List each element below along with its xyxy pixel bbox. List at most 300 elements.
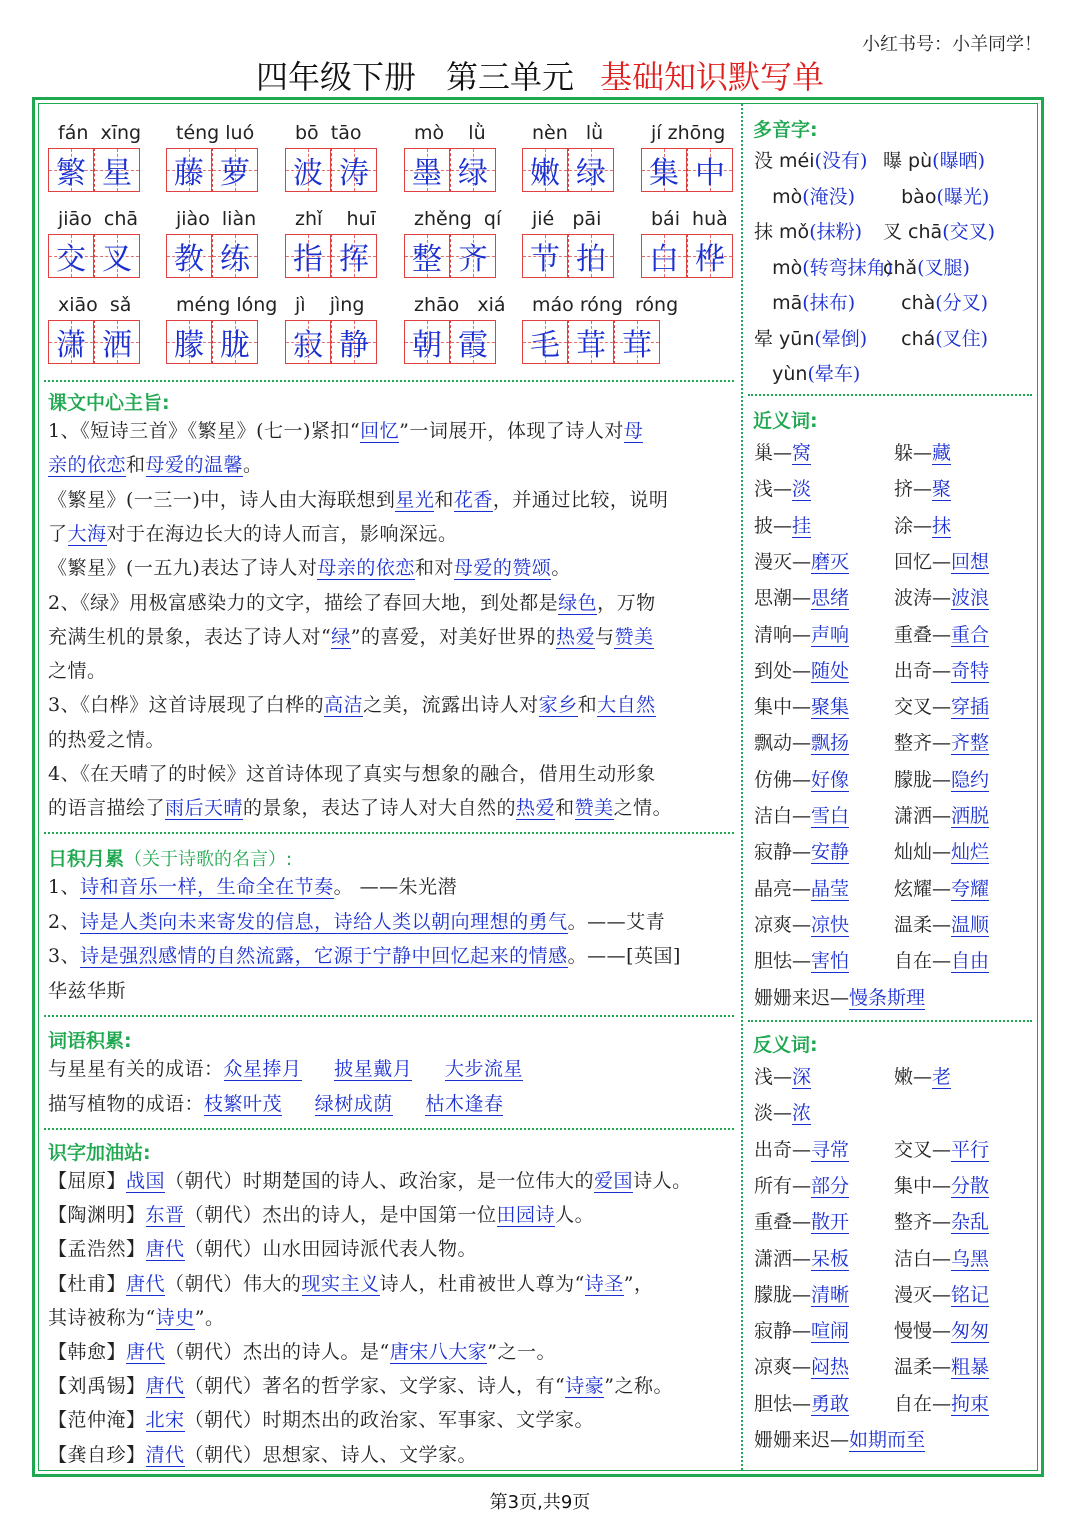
char-cell (212, 320, 258, 364)
pair-dash: — (932, 805, 952, 827)
pair-word: 洁白 (894, 1247, 933, 1270)
char-cell (568, 234, 614, 278)
char-text: 朝 (412, 328, 442, 363)
pair-dash: — (773, 478, 793, 501)
pair-dash: — (932, 841, 952, 864)
polyphone-char (883, 292, 901, 314)
polyphone-pinyin: méi (779, 150, 815, 172)
polyphone-entry (883, 182, 989, 209)
char-cell (687, 234, 733, 278)
polyphone-char: 叉 (883, 221, 909, 243)
char-cell (568, 320, 614, 364)
text-line (48, 874, 457, 900)
text-segment: 【韩愈】 (48, 1341, 127, 1363)
word-pinyin: jié pāi (532, 208, 602, 230)
pair-answer: 散开 (811, 1211, 850, 1234)
answer-underlined: 唐代 (145, 1238, 185, 1261)
polyphone-pinyin: mā (772, 292, 803, 314)
pair-dash: — (773, 1102, 793, 1125)
pair-answer: 喧闹 (811, 1320, 850, 1343)
polyphone-word: (交叉) (942, 221, 996, 243)
synonym-pair (754, 656, 849, 683)
answer-underlined: 高洁 (324, 694, 364, 717)
text-segment: 对于在海边长大的诗人而言，影响深远。 (106, 522, 458, 545)
text-line (48, 1056, 523, 1082)
pair-word: 凉爽 (754, 1356, 793, 1379)
answer-underlined: 诗和音乐一样，生命全在节奏 (80, 876, 334, 898)
text-segment: 的语言描绘了 (48, 797, 166, 820)
pair-word: 整齐 (894, 732, 933, 755)
polyphone-char (754, 186, 772, 208)
pair-word: 挤 (894, 478, 914, 501)
pair-word: 交叉 (894, 696, 933, 719)
text-segment (302, 1058, 335, 1080)
pair-word: 自在 (894, 1392, 933, 1415)
synonym-pair (894, 511, 951, 538)
char-cell (522, 320, 568, 364)
pair-dash: — (932, 696, 952, 719)
answer-underlined: 枯木逢春 (425, 1093, 504, 1115)
pair-answer: 齐整 (951, 732, 990, 755)
pair-dash: — (792, 550, 812, 573)
text-segment: 2、 (48, 910, 81, 933)
title-unit: 第三单元 (445, 58, 574, 96)
daily-title: 日积月累 (48, 848, 125, 870)
synonym-pair (894, 801, 989, 828)
pair-word: 巢 (754, 442, 774, 464)
pair-dash: — (932, 1283, 952, 1306)
section-title-vocab: 词语积累: (48, 1030, 132, 1052)
pair-answer: 寻常 (811, 1138, 850, 1161)
polyphone-char (883, 328, 901, 350)
pair-dash: — (932, 768, 952, 791)
polyphone-pinyin: chǎ (883, 256, 918, 279)
pair-dash: — (792, 696, 812, 719)
char-cell (94, 320, 140, 364)
answer-underlined: 亲的依恋 (48, 454, 127, 477)
answer-underlined: 战国 (126, 1170, 166, 1192)
char-text: 茸 (622, 328, 652, 363)
text-line (48, 795, 672, 821)
char-cell (404, 148, 450, 192)
polyphone-pinyin: yūn (779, 327, 815, 350)
text-segment: （朝代）著名的哲学家、文学家、诗人，有“ (184, 1375, 566, 1398)
word-char-grid (166, 148, 258, 192)
text-segment: 。——[英国] (567, 945, 681, 967)
word-pinyin: jì jìng (295, 294, 365, 316)
pair-answer: 雪白 (811, 805, 850, 827)
antonym-pair (894, 1280, 989, 1307)
pair-word: 涂 (894, 514, 914, 537)
text-segment: ”一词展开，体现了诗人对 (399, 420, 624, 442)
word-pinyin: jiāo chā (58, 208, 139, 230)
pair-answer: 浓 (792, 1102, 812, 1125)
word-char-grid (522, 320, 660, 364)
char-text: 白 (649, 242, 679, 277)
char-text: 朦 (174, 328, 204, 363)
polyphone-word: (淹没) (802, 185, 856, 208)
answer-underlined: 现实主义 (301, 1272, 380, 1295)
pair-word: 灿灿 (894, 841, 933, 864)
antonym-pair (894, 1207, 989, 1234)
answer-underlined: 诗是强烈感情的自然流露，它源于宁静中回忆起来的情感 (80, 945, 568, 967)
char-cell (48, 234, 94, 278)
polyphone-char: 抹 (754, 221, 780, 243)
char-text: 绿 (576, 156, 606, 191)
pair-word: 躲 (894, 442, 914, 464)
synonym-pair (894, 874, 989, 901)
polyphone-word: (叉腿) (917, 256, 970, 279)
answer-underlined: 回忆 (360, 420, 400, 442)
char-text: 萝 (220, 156, 250, 191)
answer-underlined: 爱国 (594, 1170, 634, 1192)
synonym-pair (894, 547, 989, 574)
word-char-grid (404, 320, 496, 364)
polyphone-word: (抹布) (802, 292, 856, 314)
text-line (48, 978, 126, 1004)
polyphone-char (754, 257, 772, 279)
polyphone-pinyin: chá (901, 327, 936, 350)
pair-answer: 挂 (792, 514, 812, 537)
pair-word: 所有 (754, 1174, 793, 1197)
pair-answer: 害怕 (811, 950, 850, 973)
page-number: 第3页,共9页 (489, 1492, 591, 1513)
pair-answer: 随处 (811, 659, 850, 682)
text-segment (393, 1093, 426, 1115)
char-text: 波 (293, 156, 323, 191)
text-line (48, 1168, 692, 1194)
pair-word: 集中 (894, 1174, 933, 1197)
section-title-daily (48, 844, 292, 871)
polyphone-entry (754, 217, 862, 244)
antonym-pair (894, 1171, 989, 1198)
text-line (48, 418, 643, 444)
text-line (48, 692, 656, 718)
char-cell (94, 148, 140, 192)
text-segment: （朝代）伟大的 (165, 1272, 302, 1295)
text-segment: 【杜甫】 (48, 1272, 127, 1295)
column-divider (741, 104, 743, 1470)
antonym-pair (754, 1207, 849, 1234)
synonym-pair (754, 983, 925, 1010)
text-line (48, 1407, 594, 1433)
answer-underlined: 花香 (453, 488, 493, 511)
antonym-pair (754, 1280, 849, 1307)
text-segment: （朝代）时期杰出的政治家、军事家、文学家。 (184, 1409, 595, 1432)
separator (748, 394, 1032, 396)
char-text: 桦 (695, 242, 725, 277)
synonym-pair (754, 474, 811, 501)
text-segment: 【范仲淹】 (48, 1409, 146, 1432)
text-segment: 和 (126, 454, 146, 477)
text-segment: （朝代）时期楚国的诗人、政治家，是一位伟大的 (165, 1170, 595, 1192)
pair-dash: — (792, 877, 812, 900)
synonym-pair (754, 438, 811, 465)
text-segment: 【屈原】 (48, 1170, 127, 1192)
pair-answer: 粗暴 (951, 1356, 990, 1379)
text-segment: 1、《短诗三首》《繁星》(七一)紧扣“ (48, 420, 361, 442)
pair-dash: — (773, 1066, 793, 1088)
pair-answer: 回想 (951, 550, 990, 573)
synonym-pair (894, 837, 989, 864)
char-text: 胧 (220, 328, 250, 363)
polyphone-word: (曝晒) (932, 150, 985, 172)
pair-word: 寂静 (754, 1320, 793, 1343)
pair-answer: 思绪 (811, 587, 850, 610)
word-char-grid (166, 320, 258, 364)
antonym-pair (754, 1244, 849, 1271)
text-segment (412, 1058, 445, 1080)
antonym-pair (754, 1135, 849, 1162)
text-segment: 。 ——朱光潜 (333, 876, 458, 898)
page-title (0, 52, 1080, 98)
pair-dash: — (792, 732, 812, 755)
char-cell (450, 148, 496, 192)
pair-answer: 晶莹 (811, 877, 850, 900)
text-segment: 和对 (414, 557, 454, 580)
text-segment: 【孟浩然】 (48, 1238, 146, 1261)
answer-underlined: 清代 (145, 1443, 185, 1466)
word-pinyin: zhāo xiá (414, 294, 506, 316)
answer-underlined: 北宋 (145, 1409, 185, 1432)
char-text: 涛 (339, 156, 369, 191)
text-segment: 2、《绿》用极富感染力的文字，描绘了春回大地，到处都是 (48, 591, 559, 614)
polyphone-pinyin: mǒ (779, 221, 810, 243)
char-text: 交 (56, 242, 86, 277)
char-cell (641, 148, 687, 192)
answer-underlined: 星光 (395, 488, 435, 511)
pair-dash: — (932, 1247, 952, 1270)
pair-dash: — (792, 768, 812, 791)
char-cell (285, 234, 331, 278)
pair-dash: — (792, 1356, 812, 1379)
pair-answer: 乌黑 (951, 1247, 990, 1270)
text-line (48, 1442, 477, 1468)
pair-dash: — (932, 587, 952, 610)
text-segment: 与 (594, 625, 615, 648)
pair-answer: 平行 (951, 1138, 990, 1161)
pair-word: 交叉 (894, 1138, 933, 1161)
pair-dash: — (932, 877, 952, 900)
pair-answer: 藏 (932, 442, 952, 464)
polyphone-entry (754, 253, 893, 280)
pair-word: 淡 (754, 1102, 774, 1125)
pair-dash: — (792, 1211, 812, 1234)
char-text: 节 (530, 242, 560, 277)
pair-dash: — (932, 732, 952, 755)
text-segment: 和 (434, 488, 454, 511)
polyphone-entry (754, 324, 867, 351)
pair-dash: — (792, 1283, 812, 1306)
polyphone-entry (883, 253, 970, 280)
char-text: 齐 (458, 242, 488, 277)
answer-underlined: 赞美 (614, 625, 654, 648)
pair-word: 浅 (754, 478, 774, 501)
pair-dash: — (932, 1356, 952, 1379)
polyphone-entry (754, 182, 855, 209)
char-cell (166, 148, 212, 192)
pair-dash: — (932, 1392, 952, 1415)
text-segment: ，并通过比较，说明 (492, 488, 669, 511)
text-segment: 与星星有关的成语： (48, 1058, 224, 1080)
pair-answer: 老 (932, 1066, 952, 1088)
word-pinyin: téng luó (176, 122, 255, 144)
antonym-pair (754, 1062, 811, 1089)
pair-answer: 聚集 (811, 696, 850, 719)
pair-word: 炫耀 (894, 877, 933, 900)
char-text: 拍 (576, 242, 606, 277)
char-text: 霞 (458, 328, 488, 363)
separator (44, 380, 734, 382)
text-segment: （朝代）杰出的诗人。是“ (165, 1341, 390, 1363)
pair-answer: 奇特 (951, 659, 990, 682)
text-line (48, 943, 681, 969)
char-text: 指 (293, 242, 323, 277)
text-segment: 诗人。 (633, 1170, 692, 1192)
text-segment: 诗人，杜甫被世人尊为“ (379, 1272, 585, 1295)
polyphone-pinyin: bào (901, 185, 937, 208)
polyphone-char: 没 (754, 150, 780, 172)
text-segment: 之情。 (613, 797, 673, 820)
word-char-grid (522, 148, 614, 192)
polyphone-entry (754, 146, 867, 173)
char-text: 墨 (412, 156, 442, 191)
word-pinyin: jiào liàn (176, 208, 257, 230)
synonym-pair (894, 765, 989, 792)
polyphone-char: 晕 (754, 327, 780, 350)
pair-answer: 聚 (932, 478, 952, 501)
char-cell (687, 148, 733, 192)
word-pinyin: jí zhōng (651, 122, 726, 144)
char-text: 中 (695, 156, 725, 191)
word-pinyin: mò lǜ (414, 122, 486, 144)
pair-dash: — (773, 514, 793, 537)
word-pinyin: xiāo sǎ (58, 294, 132, 316)
char-cell (166, 234, 212, 278)
polyphone-entry (754, 288, 855, 315)
answer-underlined: 唐代 (126, 1341, 166, 1363)
separator (44, 1015, 734, 1017)
polyphone-word: (没有) (814, 150, 868, 172)
antonym-pair (894, 1316, 989, 1343)
char-text: 繁 (56, 156, 86, 191)
pair-dash: — (792, 1174, 812, 1197)
char-cell (212, 148, 258, 192)
pair-dash: — (913, 1066, 933, 1088)
word-char-grid (404, 148, 496, 192)
text-segment: ”之一。 (487, 1341, 556, 1363)
pair-dash: — (792, 805, 812, 827)
word-pinyin: nèn lǜ (532, 122, 604, 144)
pair-dash: — (932, 913, 952, 936)
answer-underlined: 田园诗 (496, 1204, 556, 1227)
pair-dash: — (792, 1392, 812, 1415)
pair-word: 胆怯 (754, 1392, 793, 1415)
word-pinyin: bái huà (651, 208, 728, 230)
polyphone-char (754, 363, 772, 385)
pair-word: 飘动 (754, 732, 793, 755)
char-cell (522, 148, 568, 192)
char-cell (450, 320, 496, 364)
text-line (48, 761, 656, 787)
text-segment: 的热爱之情。 (48, 728, 166, 751)
char-text: 嫩 (530, 156, 560, 191)
answer-underlined: 赞美 (574, 797, 614, 820)
text-segment: 了 (48, 522, 68, 545)
char-cell (331, 148, 377, 192)
antonym-pair (894, 1352, 989, 1379)
pair-dash: — (932, 659, 952, 682)
text-line (48, 658, 107, 684)
pair-answer: 呆板 (811, 1247, 850, 1270)
pair-dash: — (913, 442, 933, 464)
title-subject: 基础知识默写单 (600, 58, 825, 96)
answer-underlined: 唐代 (145, 1375, 185, 1398)
pair-word: 重叠 (894, 623, 933, 646)
pair-dash: — (792, 659, 812, 682)
polyphone-word: (曝光) (936, 185, 990, 208)
pair-answer: 窝 (792, 442, 812, 464)
pair-dash: — (932, 1320, 952, 1343)
pair-word: 晶亮 (754, 877, 793, 900)
text-line (48, 1236, 477, 1262)
text-segment: 描写植物的成语： (48, 1093, 205, 1115)
answer-underlined: 诗史 (155, 1306, 195, 1329)
pair-word: 寂静 (754, 841, 793, 864)
char-text: 集 (649, 156, 679, 191)
char-text: 毛 (530, 328, 560, 363)
word-char-grid (48, 148, 140, 192)
pair-word: 朦胧 (754, 1283, 793, 1306)
pair-dash: — (792, 1247, 812, 1270)
section-title-theme: 课文中心主旨: (48, 392, 170, 414)
answer-underlined: 母 (623, 420, 644, 442)
pair-answer: 磨灭 (811, 550, 850, 573)
pair-word: 温柔 (894, 913, 933, 936)
text-segment: ，万物 (597, 591, 656, 614)
polyphone-pinyin: chā (908, 221, 943, 243)
polyphone-pinyin: mò (772, 256, 803, 279)
pair-word: 浅 (754, 1066, 774, 1088)
text-line (48, 909, 665, 935)
answer-underlined: 唐代 (126, 1272, 166, 1295)
pair-answer: 穿插 (951, 696, 990, 719)
text-segment: 【龚自珍】 (48, 1443, 146, 1466)
text-segment: ”之称。 (604, 1375, 673, 1398)
pair-word: 姗姗来迟 (754, 986, 831, 1009)
text-line (48, 521, 458, 547)
char-cell (614, 320, 660, 364)
char-cell (285, 320, 331, 364)
word-char-grid (522, 234, 614, 278)
separator (44, 1128, 734, 1130)
text-segment: 【陶渊明】 (48, 1204, 146, 1227)
pair-dash: — (792, 1320, 812, 1343)
text-segment: 3、 (48, 945, 81, 967)
char-cell (285, 148, 331, 192)
pair-word: 朦胧 (894, 768, 933, 791)
word-char-grid (48, 320, 140, 364)
text-segment: 《繁星》(一三一)中，诗人由大海联想到 (48, 488, 396, 511)
pair-answer: 波浪 (951, 587, 990, 610)
account-credit: 小红书号：小羊同学！ (862, 34, 1042, 55)
antonym-pair (754, 1171, 849, 1198)
pair-answer: 慢条斯理 (849, 986, 926, 1009)
char-text: 星 (102, 156, 132, 191)
pair-word: 温柔 (894, 1356, 933, 1379)
synonym-pair (754, 801, 849, 828)
synonym-pair (754, 583, 849, 610)
